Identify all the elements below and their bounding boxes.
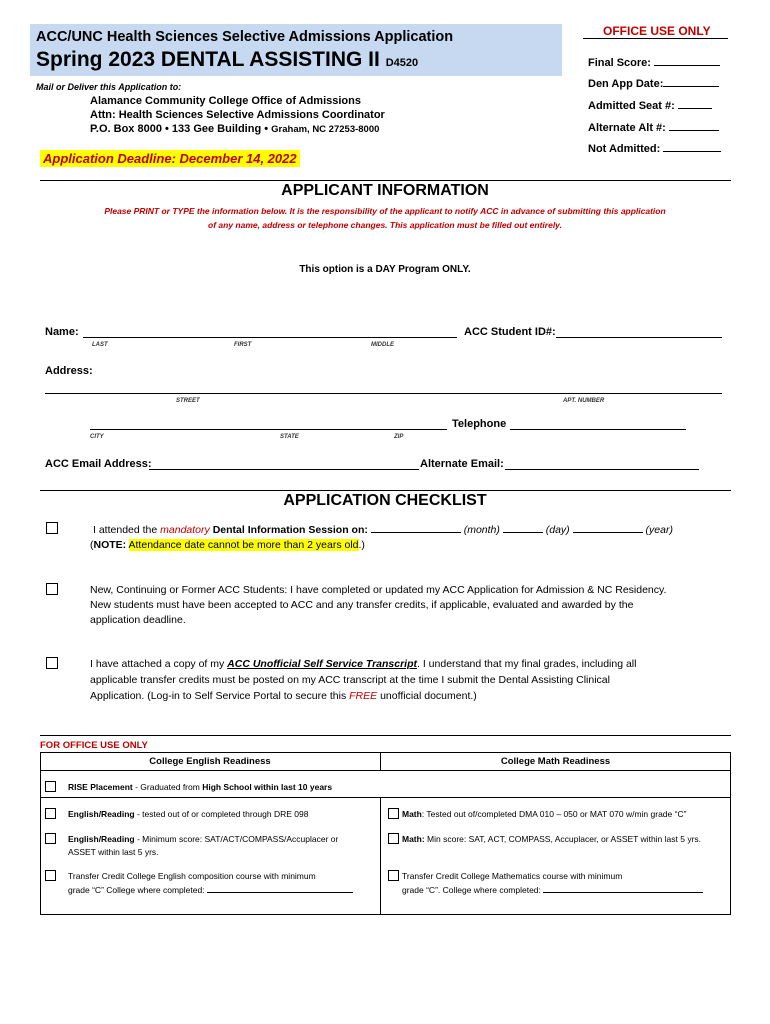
rise-placement: RISE Placement - Graduated from High School within last 10 years xyxy=(68,782,333,792)
checklist-item-acc-application-line1: New, Continuing or Former ACC Students: I have completed or updated my ACC Application for Admission & NC Residency. xyxy=(90,584,667,596)
program-code: D4520 xyxy=(385,57,419,69)
city-sub: CITY xyxy=(90,434,104,440)
office-table-header-rule xyxy=(40,770,731,771)
office-table-col2: College Math Readiness xyxy=(500,756,611,767)
org-title: ACC/UNC Health Sciences Selective Admissions Application xyxy=(36,29,454,45)
checkbox-transcript[interactable] xyxy=(46,657,58,669)
student-id-input[interactable] xyxy=(556,326,722,338)
year-input[interactable] xyxy=(573,522,643,533)
office-field-not-admitted: Not Admitted: xyxy=(588,141,721,155)
office-table-body-divider xyxy=(380,797,381,915)
english-reading-tested: English/Reading - tested out of or completed through DRE 098 xyxy=(68,809,309,819)
address-line2: Attn: Health Sciences Selective Admissions Coordinator xyxy=(90,109,385,121)
day-input[interactable] xyxy=(503,522,543,533)
office-table-header-divider xyxy=(380,752,381,770)
address-line1: Alamance Community College Office of Admissions xyxy=(90,95,361,107)
alt-email-input[interactable] xyxy=(505,458,699,470)
email-label: ACC Email Address: xyxy=(45,458,152,470)
checklist-heading: APPLICATION CHECKLIST xyxy=(283,492,487,509)
checklist-item-transcript-line3: Application. (Log-in to Self Service Portal to secure this FREE unofficial document.) xyxy=(90,690,477,702)
office-field-alternate-alt: Alternate Alt #: xyxy=(588,120,719,134)
applicant-instructions-line2: of any name, address or telephone changes. This application must be filled out entirely. xyxy=(208,220,562,230)
english-reading-minimum-line2: ASSET within last 5 yrs. xyxy=(68,847,159,857)
checkbox-info-session[interactable] xyxy=(46,522,58,534)
applicant-instructions-line1: Please PRINT or TYPE the information below. It is the responsibility of the applicant to notify ACC in advance of submitting this application xyxy=(104,206,666,216)
english-college-input[interactable] xyxy=(207,884,353,893)
name-sub-middle: MIDDLE xyxy=(371,342,394,348)
office-field-admitted-seat: Admitted Seat #: xyxy=(588,98,712,112)
street-sub: STREET xyxy=(176,398,200,404)
day-program-note: This option is a DAY Program ONLY. xyxy=(299,264,471,275)
alt-email-label: Alternate Email: xyxy=(420,458,504,470)
program-title-text: Spring 2023 DENTAL ASSISTING II xyxy=(36,48,380,71)
checklist-item-transcript-line1: I have attached a copy of my ACC Unofficial Self Service Transcript. I understand that my final grades, including all xyxy=(90,658,637,670)
english-transfer-line2: grade “C” College where completed: xyxy=(68,884,353,895)
checklist-item-info-session: I attended the mandatory Dental Information Session on: (month) (day) (year) xyxy=(93,524,673,536)
street-input[interactable] xyxy=(45,382,722,394)
checkbox-english-3[interactable] xyxy=(45,870,56,881)
checklist-item-acc-application-line3: application deadline. xyxy=(90,614,186,626)
city-state-zip-input[interactable] xyxy=(90,418,447,430)
address-label: Address: xyxy=(45,365,93,377)
office-table-title: FOR OFFICE USE ONLY xyxy=(40,740,148,751)
office-table-rule xyxy=(40,735,731,736)
office-use-title-rule xyxy=(583,38,728,39)
name-sub-last: LAST xyxy=(92,342,108,348)
transcript-link[interactable]: ACC Unofficial Self Service Transcript xyxy=(227,658,418,670)
checkbox-english-2[interactable] xyxy=(45,833,56,844)
address-line3 xyxy=(90,123,379,135)
name-sub-first: FIRST xyxy=(234,342,252,348)
state-sub: STATE xyxy=(280,434,299,440)
student-id-label: ACC Student ID#: xyxy=(464,326,556,338)
telephone-input[interactable] xyxy=(510,418,686,430)
section-rule-applicant xyxy=(40,180,731,181)
email-input[interactable] xyxy=(149,458,419,470)
month-input[interactable] xyxy=(371,522,461,533)
checklist-item-transcript-line2: applicable transfer credits must be posted on my ACC transcript at the time I submit the Dental Assisting Clinical xyxy=(90,674,610,686)
section-rule-checklist xyxy=(40,490,731,491)
applicant-heading: APPLICANT INFORMATION xyxy=(281,182,489,199)
math-minimum: Math: Min score: SAT, ACT, COMPASS, Accuplacer, or ASSET within last 5 yrs. xyxy=(402,834,702,844)
office-table-col1: College English Readiness xyxy=(149,756,271,767)
english-reading-minimum: English/Reading - Minimum score: SAT/ACT/COMPASS/Accuplacer or xyxy=(68,834,339,844)
math-college-input[interactable] xyxy=(543,884,703,893)
checkbox-math-1[interactable] xyxy=(388,808,399,819)
math-transfer-line1: Transfer Credit College Mathematics course with minimum xyxy=(402,871,623,881)
mail-label: Mail or Deliver this Application to: xyxy=(36,82,182,92)
checkbox-math-2[interactable] xyxy=(388,833,399,844)
checklist-item-info-note: (NOTE: Attendance date cannot be more than 2 years old.) xyxy=(90,539,365,551)
office-table-rise-rule xyxy=(40,797,731,798)
checkbox-english-1[interactable] xyxy=(45,808,56,819)
checkbox-rise[interactable] xyxy=(45,781,56,792)
deadline: Application Deadline: December 14, 2022 xyxy=(40,150,300,167)
zip-sub: ZIP xyxy=(394,434,404,440)
checkbox-acc-application[interactable] xyxy=(46,583,58,595)
telephone-label: Telephone xyxy=(452,418,507,430)
program-title xyxy=(36,48,418,72)
name-input[interactable] xyxy=(83,326,457,338)
apt-sub: APT. NUMBER xyxy=(563,398,605,404)
checklist-item-acc-application-line2: New students must have been accepted to ACC and any transfer credits, if applicable, evaluated and awarded by the xyxy=(90,599,634,611)
office-use-title: OFFICE USE ONLY xyxy=(603,24,711,38)
address-street: P.O. Box 8000 • 133 Gee Building • xyxy=(90,123,269,135)
english-transfer-line1: Transfer Credit College English composition course with minimum xyxy=(68,871,316,881)
name-label: Name: xyxy=(45,326,79,338)
checkbox-math-3[interactable] xyxy=(388,870,399,881)
address-city: Graham, NC 27253-8000 xyxy=(271,124,380,135)
math-tested: Math: Tested out of/completed DMA 010 – 050 or MAT 070 w/min grade “C” xyxy=(402,809,687,819)
office-field-den-app-date: Den App Date: xyxy=(588,76,719,90)
office-field-final-score: Final Score: xyxy=(588,55,720,69)
math-transfer-line2: grade “C”. College where completed: xyxy=(402,884,703,895)
